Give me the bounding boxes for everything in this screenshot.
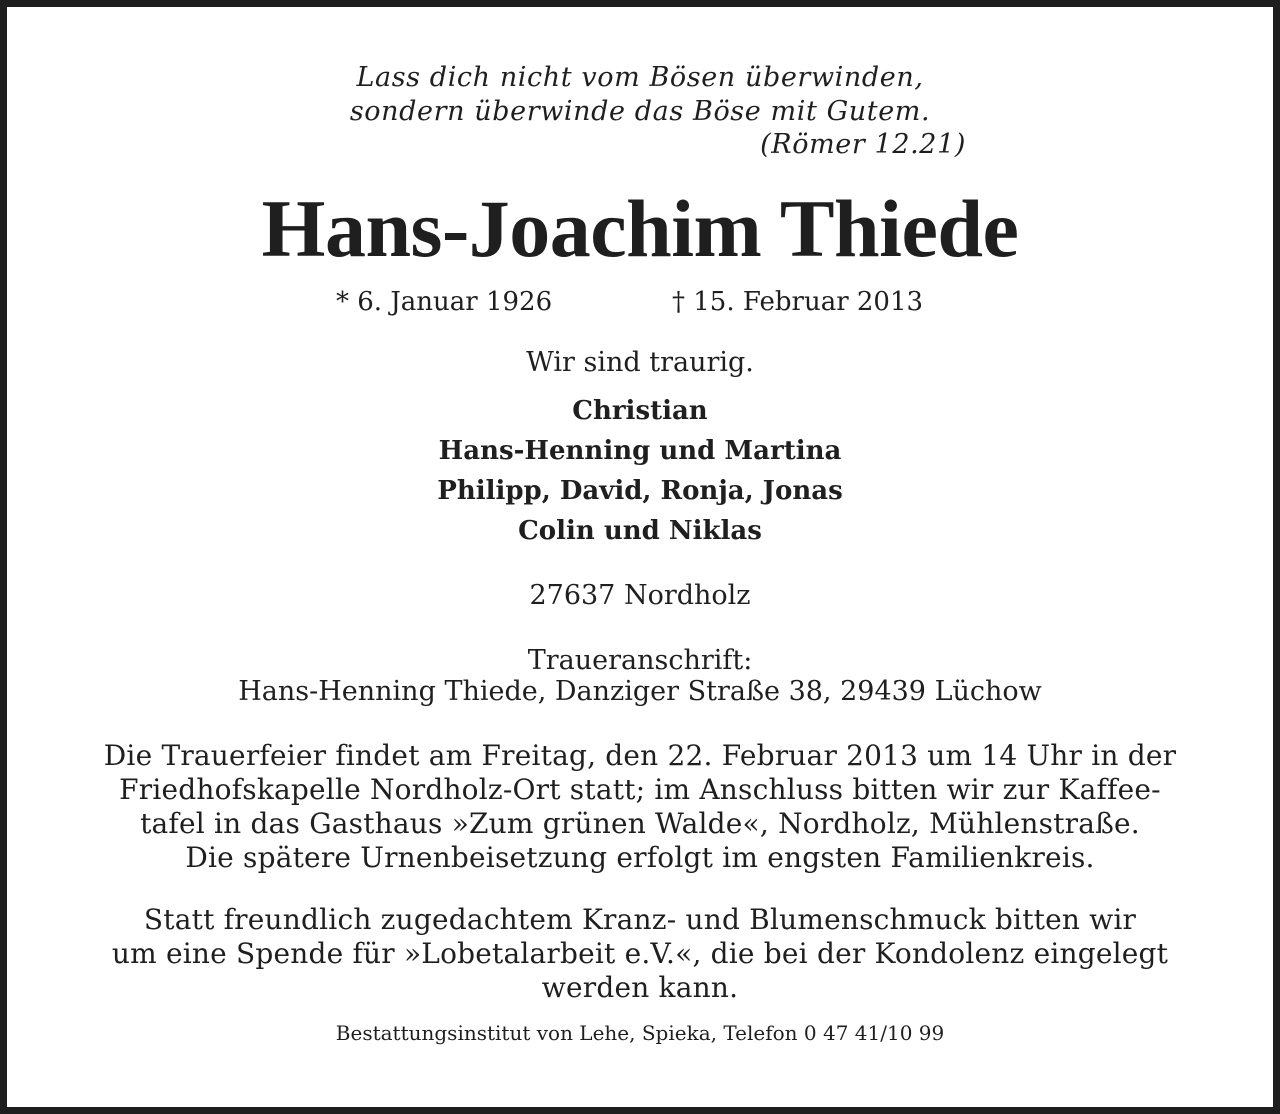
family-member-line: Christian	[572, 396, 708, 426]
funeral-text-line: Die spätere Urnenbeisetzung erfolgt im engsten Familienkreis.	[185, 841, 1095, 874]
funeral-text-line: Friedhofskapelle Nordholz-Ort statt; im Anschluss bitten wir zur Kaffee-	[119, 773, 1161, 806]
family-location: 27637 Nordholz	[529, 580, 751, 611]
family-member-line: Philipp, David, Ronja, Jonas	[437, 476, 843, 506]
address-label: Traueranschrift:	[527, 645, 753, 676]
birth-date: * 6. Januar 1926	[336, 287, 553, 317]
family-member-line: Colin und Niklas	[518, 516, 762, 546]
death-date: † 15. Februar 2013	[672, 287, 924, 317]
donation-text-line: um eine Spende für »Lobetalarbeit e.V.«, die bei der Kondolenz eingelegt	[111, 937, 1169, 970]
mourning-address: Hans-Henning Thiede, Danziger Straße 38, 29439 Lüchow	[238, 676, 1042, 707]
funeral-text-line: Die Trauerfeier findet am Freitag, den 22. Februar 2013 um 14 Uhr in der	[103, 739, 1177, 772]
deceased-name: Hans-Joachim Thiede	[261, 183, 1019, 274]
undertaker-footer: Bestattungsinstitut von Lehe, Spieka, Telefon 0 47 41/10 99	[335, 1021, 945, 1045]
verse-reference: (Römer 12.21)	[760, 129, 966, 160]
donation-text-line: Statt freundlich zugedachtem Kranz- und Blumenschmuck bitten wir	[143, 903, 1137, 936]
funeral-text-line: tafel in das Gasthaus »Zum grünen Walde«, Nordholz, Mühlenstraße.	[140, 807, 1140, 840]
family-member-line: Hans-Henning und Martina	[438, 436, 842, 466]
donation-text-line: werden kann.	[541, 971, 739, 1004]
verse-line-1: Lass dich nicht vom Bösen überwinden,	[356, 62, 924, 93]
verse-line-2: sondern überwinde das Böse mit Gutem.	[349, 96, 931, 127]
mourning-statement: Wir sind traurig.	[526, 347, 754, 378]
